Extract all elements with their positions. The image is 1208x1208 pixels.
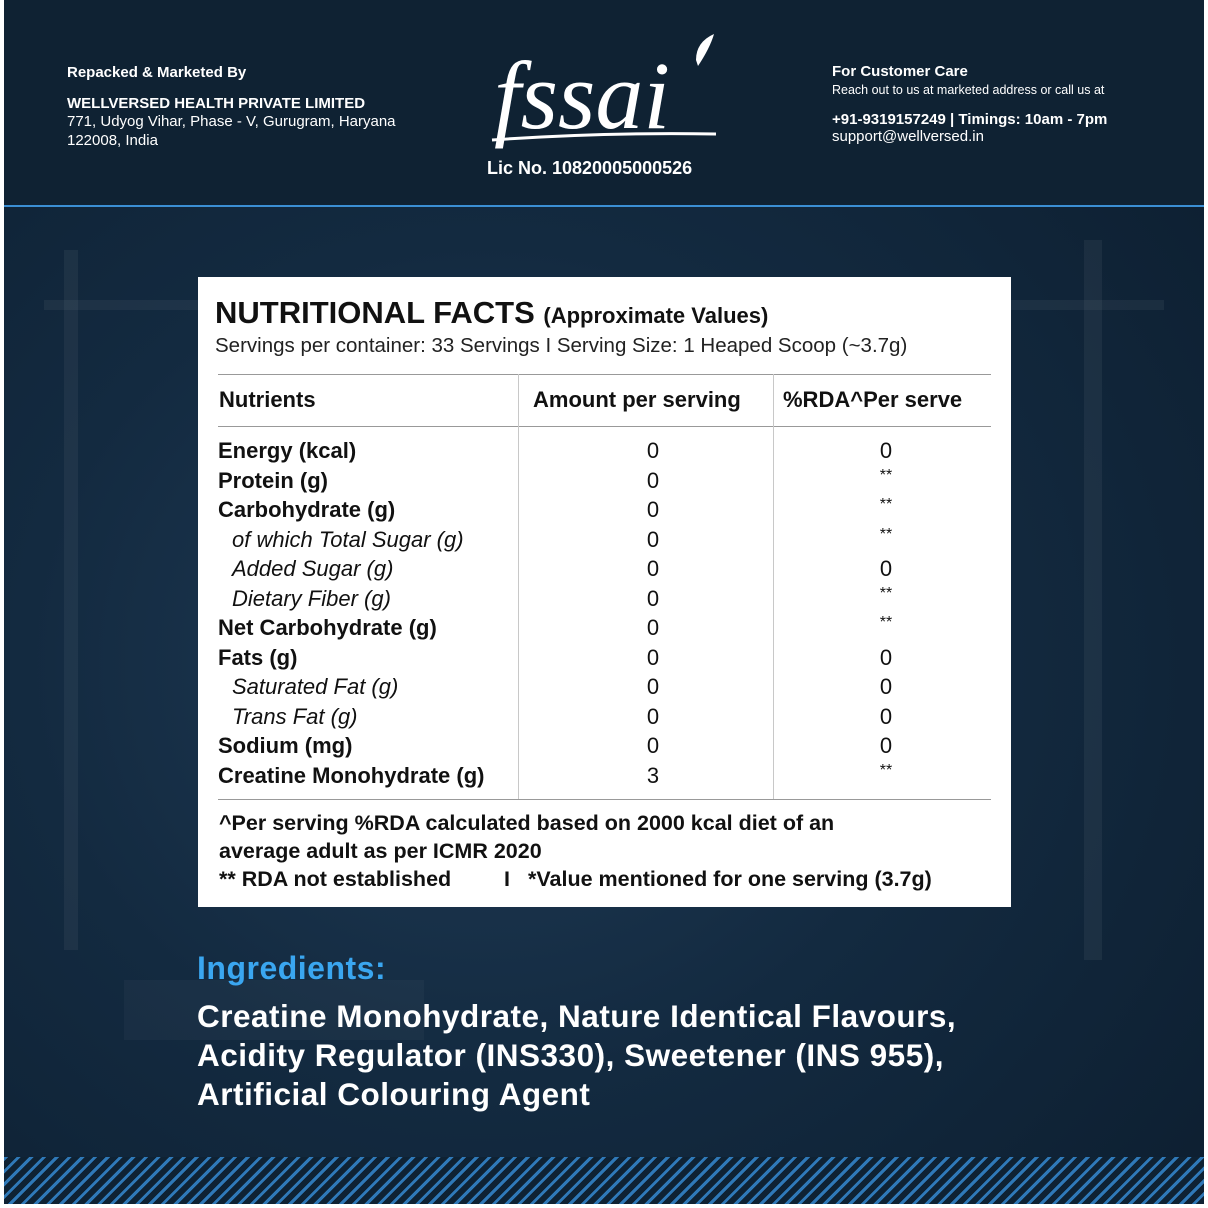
nutrient-amount: 0 [646, 497, 660, 522]
footnote-separator: I [504, 867, 510, 891]
nutrient-label: Fats (g) [218, 644, 298, 670]
nutrient-rda: 0 [879, 556, 893, 581]
nutrient-label: Sodium (mg) [218, 733, 353, 758]
footer-stripes [4, 1157, 1204, 1204]
ingredients-title: Ingredients: [197, 950, 387, 986]
nutrient-label: of which Total Sugar (g) [232, 526, 464, 552]
footnote-serving: *Value mentioned for one serving (3.7g) [528, 867, 932, 891]
ingredients-line: Acidity Regulator (INS330), Sweetener (INS 955), [197, 1037, 944, 1073]
footnote-rda: ^Per serving %RDA calculated based on 2000 kcal diet of an [219, 811, 835, 835]
nutrient-rda: 0 [879, 703, 893, 729]
nutrient-rda: 0 [879, 644, 893, 670]
nutrient-label: Saturated Fat (g) [232, 674, 399, 699]
header [4, 0, 1204, 207]
header-nutrients: Nutrients [219, 387, 316, 412]
nutrition-title [215, 295, 768, 331]
ingredients-line: Artificial Colouring Agent [197, 1076, 591, 1112]
table-bottom-rule [218, 799, 991, 800]
nutrient-label: Protein (g) [218, 467, 328, 493]
nutrient-label: Dietary Fiber (g) [232, 585, 391, 611]
servings-info: Servings per container: 33 Servings I Serving Size: 1 Heaped Scoop (~3.7g) [215, 334, 908, 357]
license-number: Lic No. 10820005000526 [487, 158, 693, 178]
nutrient-rda: ** [879, 466, 893, 484]
company-name: WELLVERSED HEALTH PRIVATE LIMITED [67, 95, 366, 112]
nutrition-panel [198, 277, 1011, 907]
header-amount: Amount per serving [533, 387, 741, 412]
footnote-icmr: average adult as per ICMR 2020 [219, 839, 542, 863]
footnote-not-established: ** RDA not established [219, 867, 452, 891]
nutrient-rda: ** [879, 761, 893, 779]
nutrient-label: Creatine Monohydrate (g) [218, 762, 485, 788]
address-line-2: 122008, India [67, 132, 158, 149]
ingredients-text [197, 997, 956, 1114]
nutrition-title-suffix: (Approximate Values) [543, 303, 769, 328]
nutrient-amount: 0 [646, 703, 660, 729]
nutrient-rda: 0 [879, 674, 893, 699]
nutrient-amount: 0 [646, 733, 660, 758]
label-frame [4, 0, 1204, 1204]
table-top-rule [218, 374, 991, 375]
customer-care-email: support@wellversed.in [832, 128, 984, 145]
nutrient-amount: 0 [646, 674, 660, 699]
nutrient-amount: 0 [646, 615, 660, 640]
header-rda: %RDA^Per serve [783, 387, 963, 412]
ingredients-line: Creatine Monohydrate, Nature Identical Flavours, [197, 998, 957, 1034]
nutrient-label: Net Carbohydrate (g) [218, 615, 437, 640]
customer-care-title: For Customer Care [832, 63, 968, 80]
nutrient-label: Added Sugar (g) [232, 556, 394, 581]
customer-care-phone: +91-9319157249 | Timings: 10am - 7pm [832, 111, 1108, 128]
table-header-rule [218, 426, 991, 427]
customer-care-block [832, 63, 1107, 145]
background-rack [64, 250, 78, 950]
nutrient-amount: 0 [646, 644, 660, 670]
nutrient-amount: 0 [646, 526, 660, 552]
customer-care-subtitle: Reach out to us at marketed address or call us at [832, 83, 1105, 97]
nutrient-rda: ** [879, 584, 893, 602]
nutrient-rda: ** [879, 525, 893, 543]
nutrient-amount: 0 [646, 467, 660, 493]
address-line-1: 771, Udyog Vihar, Phase - V, Gurugram, Haryana [67, 113, 396, 130]
background-rack [1084, 240, 1102, 960]
marketer-block [67, 64, 396, 150]
nutrient-rda: ** [879, 496, 893, 513]
nutrient-amount: 0 [646, 438, 660, 463]
nutrient-amount: 3 [646, 762, 660, 788]
leaf-icon [696, 34, 714, 66]
nutrient-amount: 0 [646, 556, 660, 581]
fssai-logo-text: fssai [494, 42, 671, 149]
nutrient-label: Energy (kcal) [218, 438, 357, 463]
nutrient-rda: 0 [879, 438, 893, 463]
nutrient-amount: 0 [646, 585, 660, 611]
marketer-title: Repacked & Marketed By [67, 64, 247, 81]
nutrient-rda: 0 [879, 733, 893, 758]
nutrient-label: Trans Fat (g) [232, 703, 358, 729]
nutrient-rda: ** [879, 614, 893, 631]
fssai-logo [484, 28, 724, 153]
nutrition-title-main: NUTRITIONAL FACTS [215, 295, 535, 330]
nutrient-label: Carbohydrate (g) [218, 497, 396, 522]
